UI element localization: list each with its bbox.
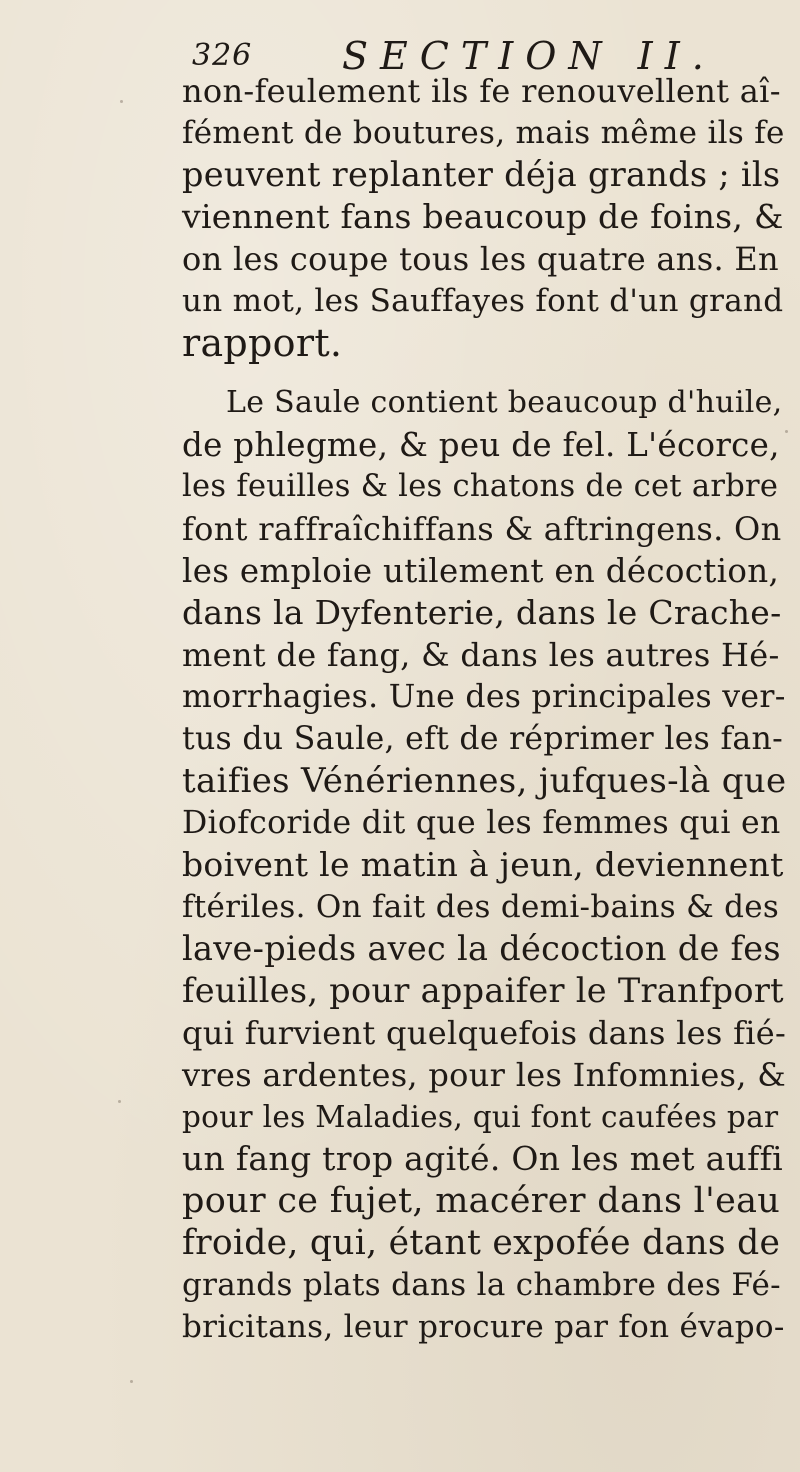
text-line: morrhagies. Une des principales ver- [182, 679, 786, 715]
text-line: un mot, les Sauffayes font d'un grand [182, 283, 784, 319]
text-line: feuilles, pour appaifer le Tranfport [182, 971, 784, 1010]
paper-speck [120, 100, 123, 103]
text-line: dans la Dyfenterie, dans le Crache- [182, 593, 782, 632]
page-number: 326 [192, 38, 253, 73]
body-text [182, 70, 787, 1348]
text-line: viennent fans beaucoup de foins, & [182, 197, 784, 236]
paper-speck [118, 1100, 121, 1103]
text-line: non-feulement ils fe renouvellent aî- [182, 72, 781, 110]
text-line: pour ce fujet, macérer dans l'eau [182, 1181, 781, 1221]
text-line: bricitans, leur procure par fon évapo- [182, 1309, 785, 1345]
text-line: ment de fang, & dans les autres Hé- [182, 636, 780, 674]
paper-speck [785, 430, 788, 433]
text-line: on les coupe tous les quatre ans. En [182, 240, 779, 278]
text-line: de phlegme, & peu de fel. L'écorce, [182, 426, 780, 464]
paragraph-start-line: Le Saule contient beaucoup d'huile, [226, 385, 783, 420]
text-line: pour les Maladies, qui font caufées par [182, 1100, 779, 1134]
text-line: fément de boutures, mais même ils fe [182, 115, 785, 151]
text-line: les emploie utilement en décoction, [182, 552, 780, 590]
text-line: peuvent replanter déja grands ; ils [182, 155, 781, 194]
section-title: SECTION II. [342, 34, 716, 78]
text-line: lave-pieds avec la décoction de fes [182, 929, 781, 968]
text-line: boivent le matin à jeun, deviennent [182, 845, 784, 884]
paper-speck [130, 1380, 133, 1383]
text-line: vres ardentes, pour les Infomnies, & [182, 1056, 787, 1094]
text-line: grands plats dans la chambre des Fé- [182, 1267, 781, 1303]
text-line: les feuilles & les chatons de cet arbre [182, 469, 779, 504]
text-line: rapport. [182, 321, 343, 365]
text-line: froide, qui, étant expofée dans de [182, 1223, 781, 1263]
text-line: Diofcoride dit que les femmes qui en [182, 805, 781, 841]
text-line: taifies Vénériennes, jufques-là que [182, 761, 787, 801]
text-line: tus du Saule, eft de réprimer les fan- [182, 721, 784, 757]
text-line: ftériles. On fait des demi-bains & des [182, 889, 780, 925]
text-line: un fang trop agité. On les met auffi [182, 1139, 783, 1178]
text-line: font raffraîchiffans & aftringens. On [182, 510, 782, 548]
text-line: qui furvient quelquefois dans les fié- [182, 1014, 787, 1052]
